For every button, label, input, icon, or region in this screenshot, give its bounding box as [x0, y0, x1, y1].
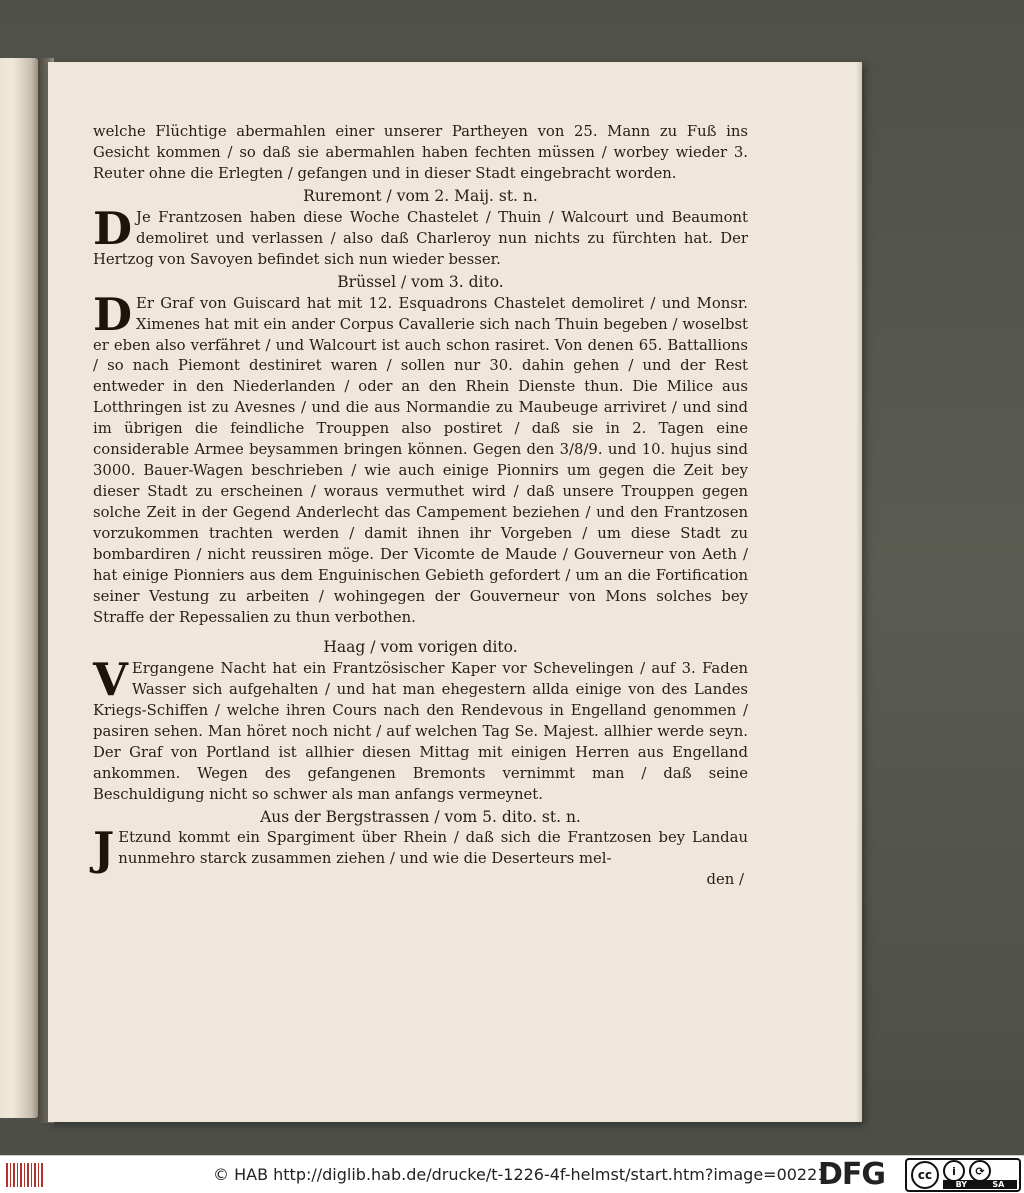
section-heading-bergstrassen: Aus der Bergstrassen / vom 5. dito. st. n. [260, 807, 581, 826]
section-bruessel [93, 287, 748, 629]
section-bergstrassen [93, 822, 748, 876]
section-heading-haag: Haag / vom vorigen dito. [323, 637, 518, 656]
section-body: Er Graf von Guiscard hat mit 12. Esquadrons Chastelet demoliret / und Monsr. Ximenes hat mit ein ander Corpus Cavallerie sich nach Thuin begeben / woselbst er eben also verfähret / und Walcourt ist auch schon rasiret. Von denen 65. Battallions / so nach Piemont destiniret waren / sollen nur 30. dahin gehen / und der Rest entweder in den Niederlanden / oder an den Rhein Dienste thun. Die Milice aus Lotthringen ist zu Avesnes / und die aus Normandie zu Maubeuge arriviret / und sind im übrigen die feindliche Trouppen also postiret / daß sie in 2. Tagen eine considerable Armee beysammen bringen können. Gegen den 3/8/9. und 10. hujus sind 3000. Bauer-Wagen beschrieben / wie auch einige Pionnirs um gegen die Zeit bey dieser Stadt zu erscheinen / woraus vermuthet wird / daß unsere Trouppen gegen solche Zeit in der Gegend Anderlecht das Campement beziehen / und den Frantzosen vorzukommen trachten werden / damit ihnen ihr Vorgeben / um diese Stadt zu bombardiren / nicht reussiren möge. Der Vicomte de Maude / Gouverneur von Aeth / hat einige Pionniers aus dem Enguinischen Gebieth gefordert / um an die Fortification seiner Vestung zu arbeiten / wohingegen der Gouverneur von Mons solches bey Straffe der Repessalien zu thun verbothen. [93, 294, 748, 626]
document-page [48, 62, 862, 1122]
sa-label: SA [992, 1180, 1005, 1189]
intro-paragraph: welche Flüchtige abermahlen einer unserer Partheyen von 25. Mann zu Fuß ins Gesicht kommen / so daß sie abermahlen haben fechten müssen / worbey wieder 3. Reuter ohne die Erlegten / gefangen und in dieser Stadt eingebracht worden. [93, 123, 748, 182]
sa-icon: ⟳ [969, 1160, 991, 1182]
by-label: BY [955, 1180, 968, 1189]
cc-icon: cc [911, 1161, 939, 1189]
page-text [93, 122, 748, 891]
cc-labels [943, 1180, 1017, 1189]
copyright-link[interactable]: © HAB http://diglib.hab.de/drucke/t-1226-4f-helmst/start.htm?image=00221 [213, 1165, 828, 1184]
drop-cap: D [93, 201, 133, 255]
section-body: Je Frantzosen haben diese Woche Chastelet / Thuin / Walcourt und Beaumont demoliret und verlassen / also daß Charleroy nun nichts zu fürchten hat. Der Hertzog von Savoyen befindet sich nun wieder besser. [93, 208, 748, 268]
section-ruremont [93, 201, 748, 271]
dfg-logo[interactable]: DFG [818, 1157, 886, 1192]
drop-cap: V [93, 652, 128, 706]
section-heading-ruremont: Ruremont / vom 2. Maij. st. n. [303, 186, 538, 205]
section-haag [93, 652, 748, 806]
drop-cap: D [93, 287, 133, 341]
barcode-icon [6, 1163, 44, 1187]
by-icon: i [943, 1160, 965, 1182]
section-body: Etzund kommt ein Spargiment über Rhein / daß sich die Frantzosen bey Landau nunmehro starck zusammen ziehen / und wie die Deserteurs mel- [118, 829, 748, 868]
section-body: Ergangene Nacht hat ein Frantzösischer Kaper vor Schevelingen / auf 3. Faden Wasser sich aufgehalten / und hat man ehegestern allda einige von des Landes Kriegs-Schiffen / welche ihren Cours nach den Rendevous in Engelland genommen / pasiren sehen. Man höret noch nicht / auf welchen Tag Se. Majest. allhier werde seyn. Der Graf von Portland ist allhier diesen Mittag mit einigen Herren aus Engelland ankommen. Wegen des gefangenen Bremonts vernimmt man / daß seine Beschuldigung nicht so schwer als man anfangs vermeynet. [93, 659, 748, 803]
cc-license-badge[interactable] [905, 1158, 1021, 1192]
viewer-footer [0, 1155, 1024, 1193]
drop-cap: J [93, 822, 115, 876]
left-page-edge [0, 58, 40, 1118]
catchword: den / [706, 871, 744, 889]
section-heading-bruessel: Brüssel / vom 3. dito. [337, 272, 504, 291]
